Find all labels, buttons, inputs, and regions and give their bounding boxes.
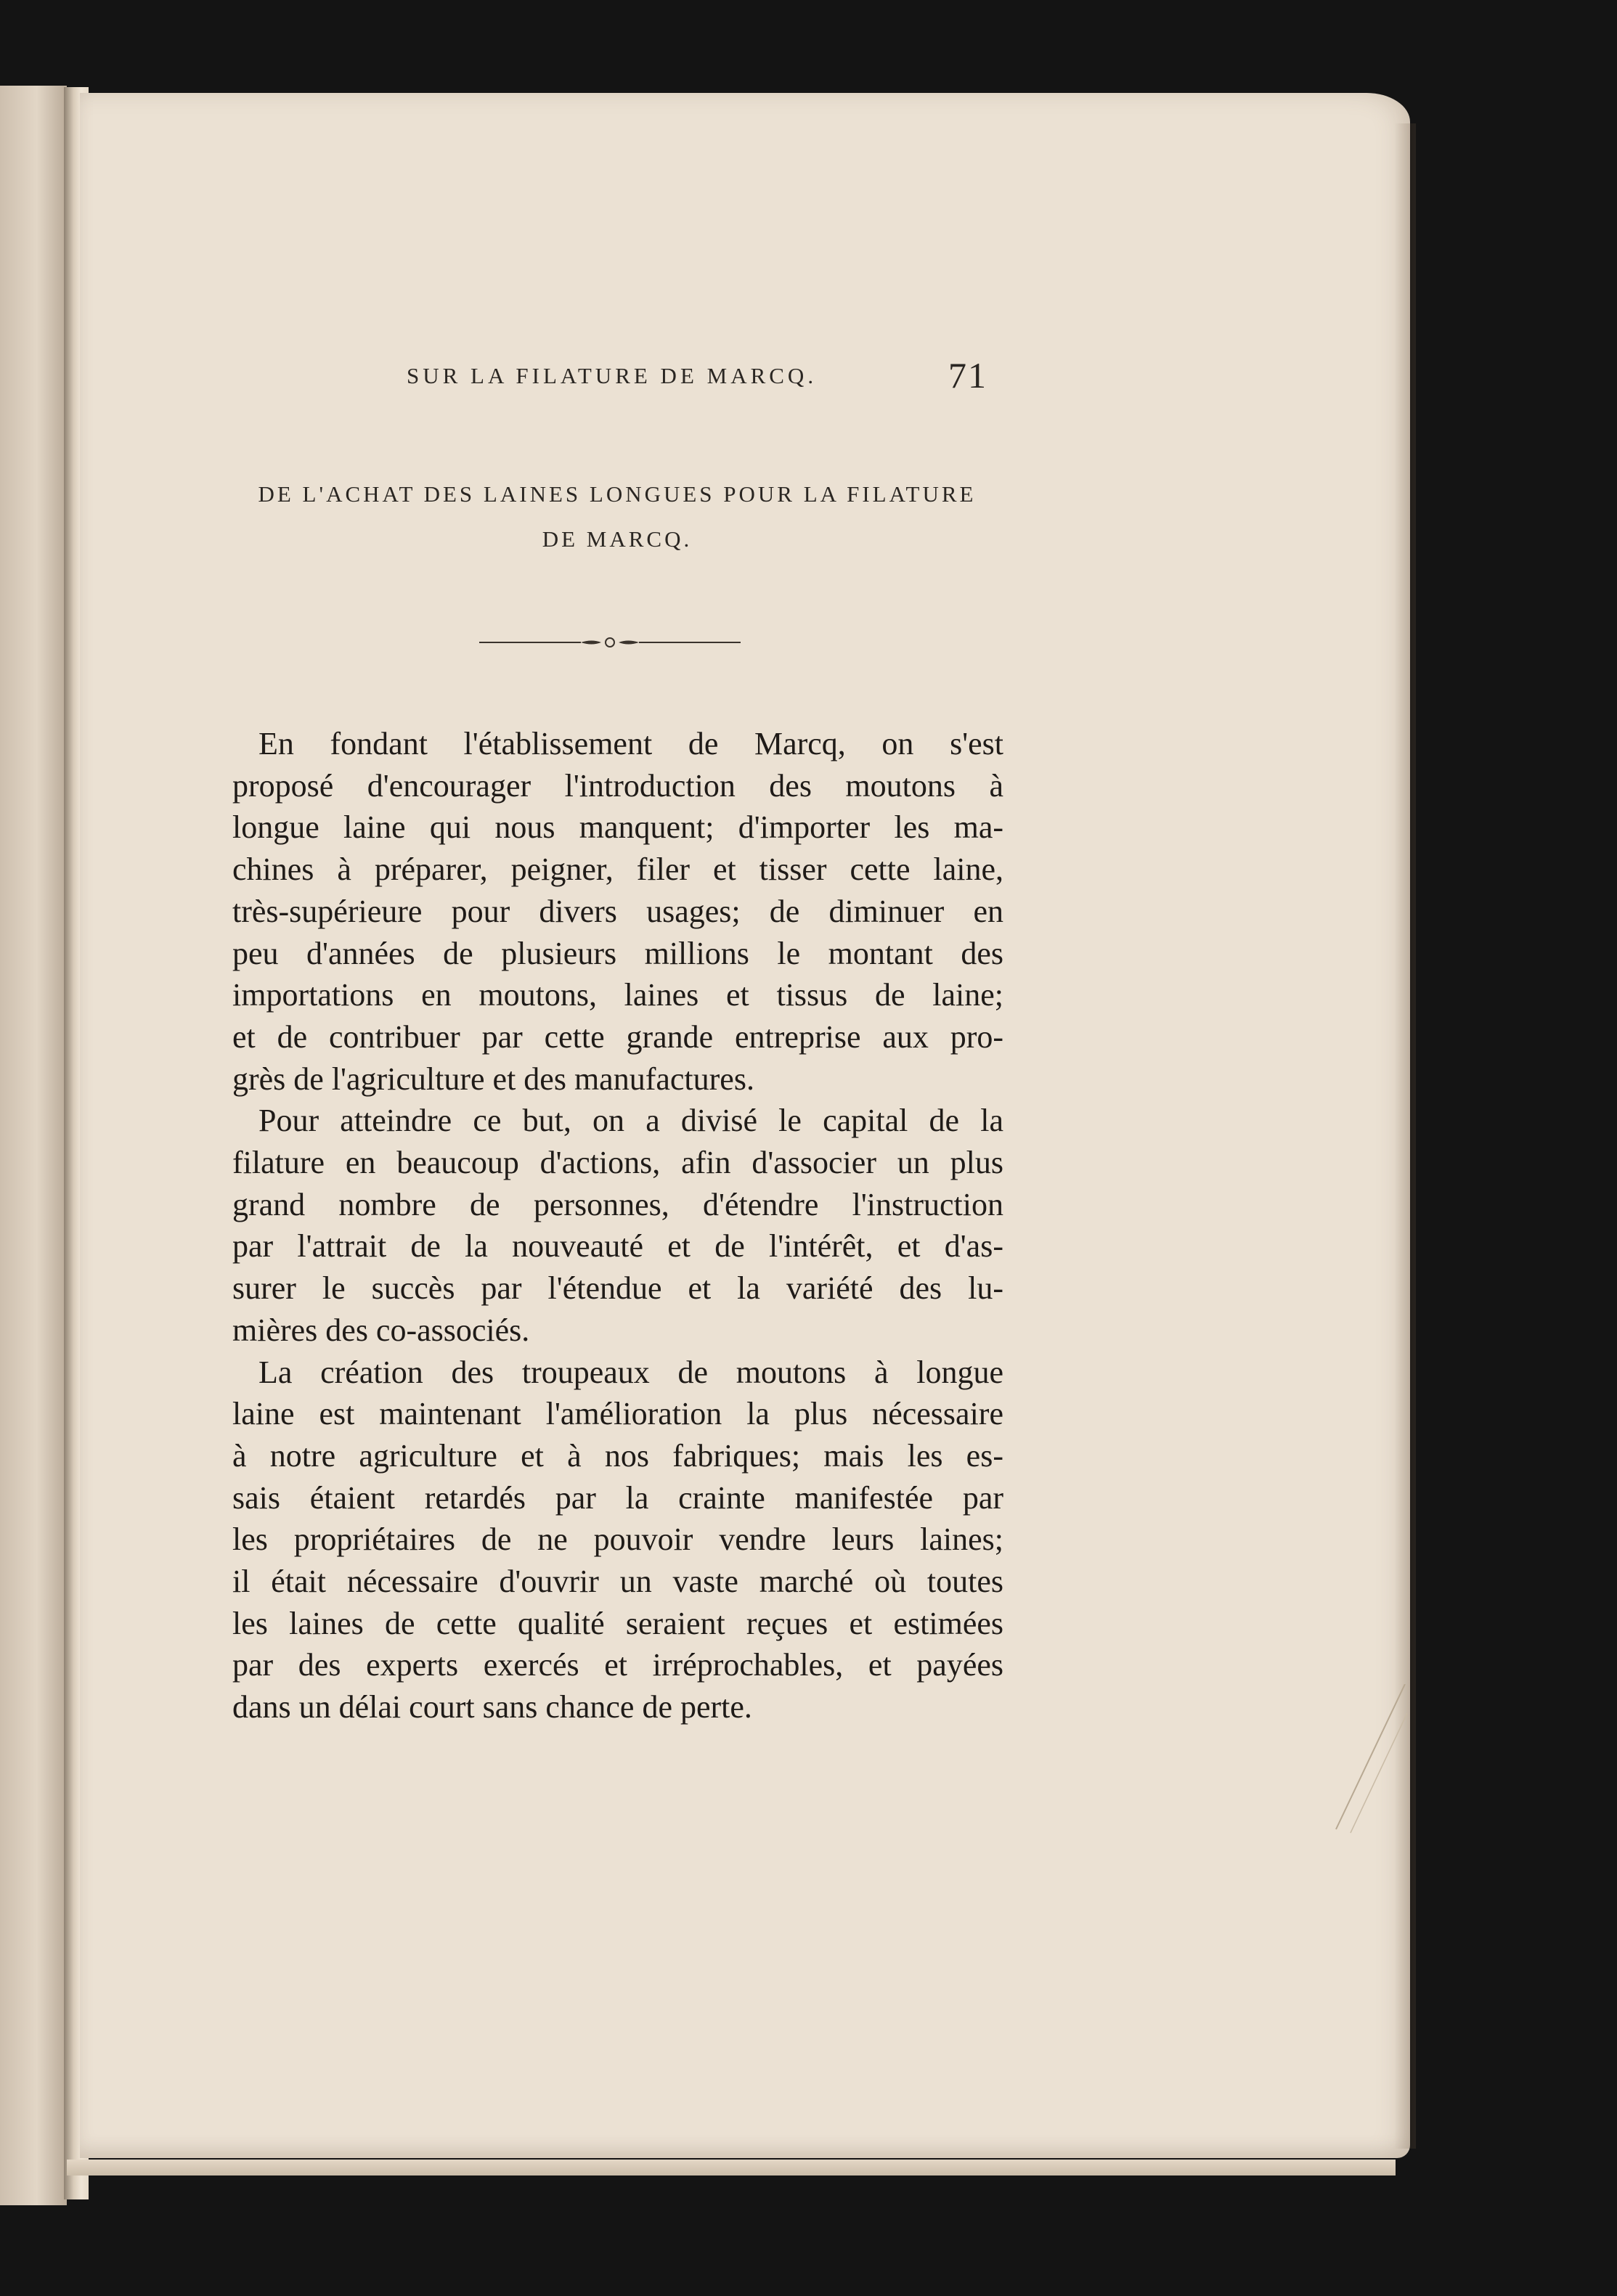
facing-page-edge (0, 86, 67, 2205)
text-line: dans un délai court sans chance de perte. (232, 1689, 752, 1725)
text-line: mières des co-associés. (232, 1312, 530, 1348)
text-line: et de contribuer par cette grande entreprise aux pro- (232, 1018, 1003, 1055)
paragraph (232, 1352, 1003, 1728)
text-line: chines à préparer, peigner, filer et tisser cette laine, (232, 851, 1003, 888)
body-text (232, 723, 1003, 1728)
text-line: La création des troupeaux de moutons à longue (258, 1354, 1003, 1390)
text-line: par l'attrait de la nouveauté et de l'intérêt, et d'as- (232, 1228, 1003, 1265)
text-line: longue laine qui nous manquent; d'importer les ma- (232, 809, 1003, 846)
text-line: proposé d'encourager l'introduction des moutons à (232, 767, 1003, 804)
chapter-title-line: DE MARCQ. (542, 526, 693, 552)
page-right-edge-shadow (1394, 123, 1416, 2149)
chapter-title (218, 472, 1017, 562)
paragraph (232, 723, 1003, 1100)
text-line: filature en beaucoup d'actions, afin d'associer un plus (232, 1145, 1003, 1181)
text-line: Pour atteindre ce but, on a divisé le capital de la (258, 1103, 1003, 1139)
text-line: surer le succès par l'étendue et la variété des lu- (232, 1270, 1003, 1307)
text-line: grand nombre de personnes, d'étendre l'instruction (232, 1186, 1003, 1222)
ornament-divider-icon (479, 632, 741, 653)
paragraph (232, 1100, 1003, 1351)
text-line: peu d'années de plusieurs millions le montant des (232, 935, 1003, 971)
text-line: il était nécessaire d'ouvrir un vaste marché où toutes (232, 1564, 1003, 1600)
page-number: 71 (948, 355, 987, 396)
text-line: les laines de cette qualité seraient reçues et estimées (232, 1605, 1003, 1641)
text-line: très-supérieure pour divers usages; de diminuer en (232, 893, 1003, 929)
text-line: les propriétaires de ne pouvoir vendre leurs laines; (232, 1521, 1003, 1558)
running-title: SUR LA FILATURE DE MARCQ. (407, 363, 818, 388)
page-stack-edge (67, 2160, 1396, 2176)
text-line: grès de l'agriculture et des manufactures. (232, 1061, 754, 1097)
text-line: importations en moutons, laines et tissus de laine; (232, 977, 1003, 1013)
text-line: sais étaient retardés par la crainte manifestée par (232, 1479, 1003, 1516)
text-line: laine est maintenant l'amélioration la plus nécessaire (232, 1396, 1003, 1432)
text-line: En fondant l'établissement de Marcq, on s'est (258, 726, 1003, 761)
text-line: par des experts exercés et irréprochables, et payées (232, 1647, 1003, 1683)
page-crease-mark (1329, 1684, 1409, 1837)
text-line: à notre agriculture et à nos fabriques; mais les es- (232, 1437, 1003, 1474)
chapter-title-line: DE L'ACHAT DES LAINES LONGUES POUR LA FILATURE (258, 481, 977, 507)
